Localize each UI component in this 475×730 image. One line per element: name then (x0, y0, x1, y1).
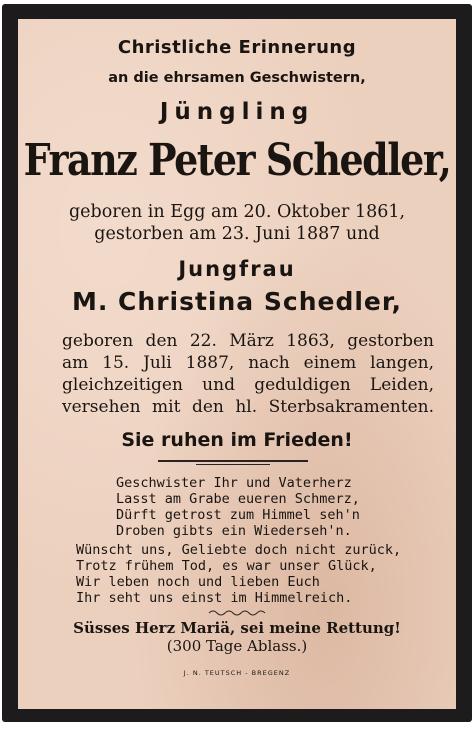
rest-in-peace: Sie ruhen im Frieden! (121, 429, 353, 451)
body-line: am 15. Juli 1887, nach einem langen, (62, 353, 434, 373)
divider-rule (158, 460, 308, 462)
title-juengling: Jüngling (159, 99, 315, 125)
body-line: gleichzeitigen und geduldigen Leiden, (62, 375, 434, 395)
dates-franz-line1: geboren in Egg am 20. Oktober 1861, (68, 202, 406, 222)
dates-franz-line2: gestorben am 23. Juni 1887 und (94, 224, 380, 244)
memorial-card (18, 19, 456, 709)
poem-line: Trotz frühem Tod, es war unser Glück, (76, 558, 377, 574)
poem-line: Droben gibts ein Wiederseh'n. (116, 523, 352, 539)
body-line: geboren den 22. März 1863, gestorben (62, 331, 434, 351)
poem-line: Ihr seht uns einst im Himmelreich. (76, 590, 353, 606)
name-franz-peter: Franz Peter Schedler, (23, 133, 451, 186)
poem-line: Geschwister Ihr und Vaterherz (116, 475, 352, 491)
poem-line: Dürft getrost zum Himmel seh'n (116, 507, 360, 523)
indulgence-line: (300 Tage Ablass.) (166, 637, 308, 655)
poem-line: Wünscht uns, Geliebte doch nicht zurück, (76, 542, 402, 558)
mourning-card-frame (2, 4, 472, 722)
prayer-line: Süsses Herz Mariä, sei meine Rettung! (73, 619, 401, 637)
poem-line: Lasst am Grabe eueren Schmerz, (116, 491, 360, 507)
name-christina: M. Christina Schedler, (71, 287, 403, 316)
printer-imprint: J. N. TEUTSCH - BREGENZ (183, 669, 291, 677)
divider-rule-thin (196, 464, 270, 465)
ornament-wave (208, 609, 266, 617)
body-line: versehen mit den hl. Sterbsakramenten. (62, 397, 434, 417)
card-intro: an die ehrsamen Geschwistern, (108, 70, 366, 86)
card-heading: Christliche Erinnerung (117, 37, 357, 58)
title-jungfrau: Jungfrau (178, 257, 296, 281)
poem-line: Wir leben noch und lieben Euch (76, 574, 320, 590)
